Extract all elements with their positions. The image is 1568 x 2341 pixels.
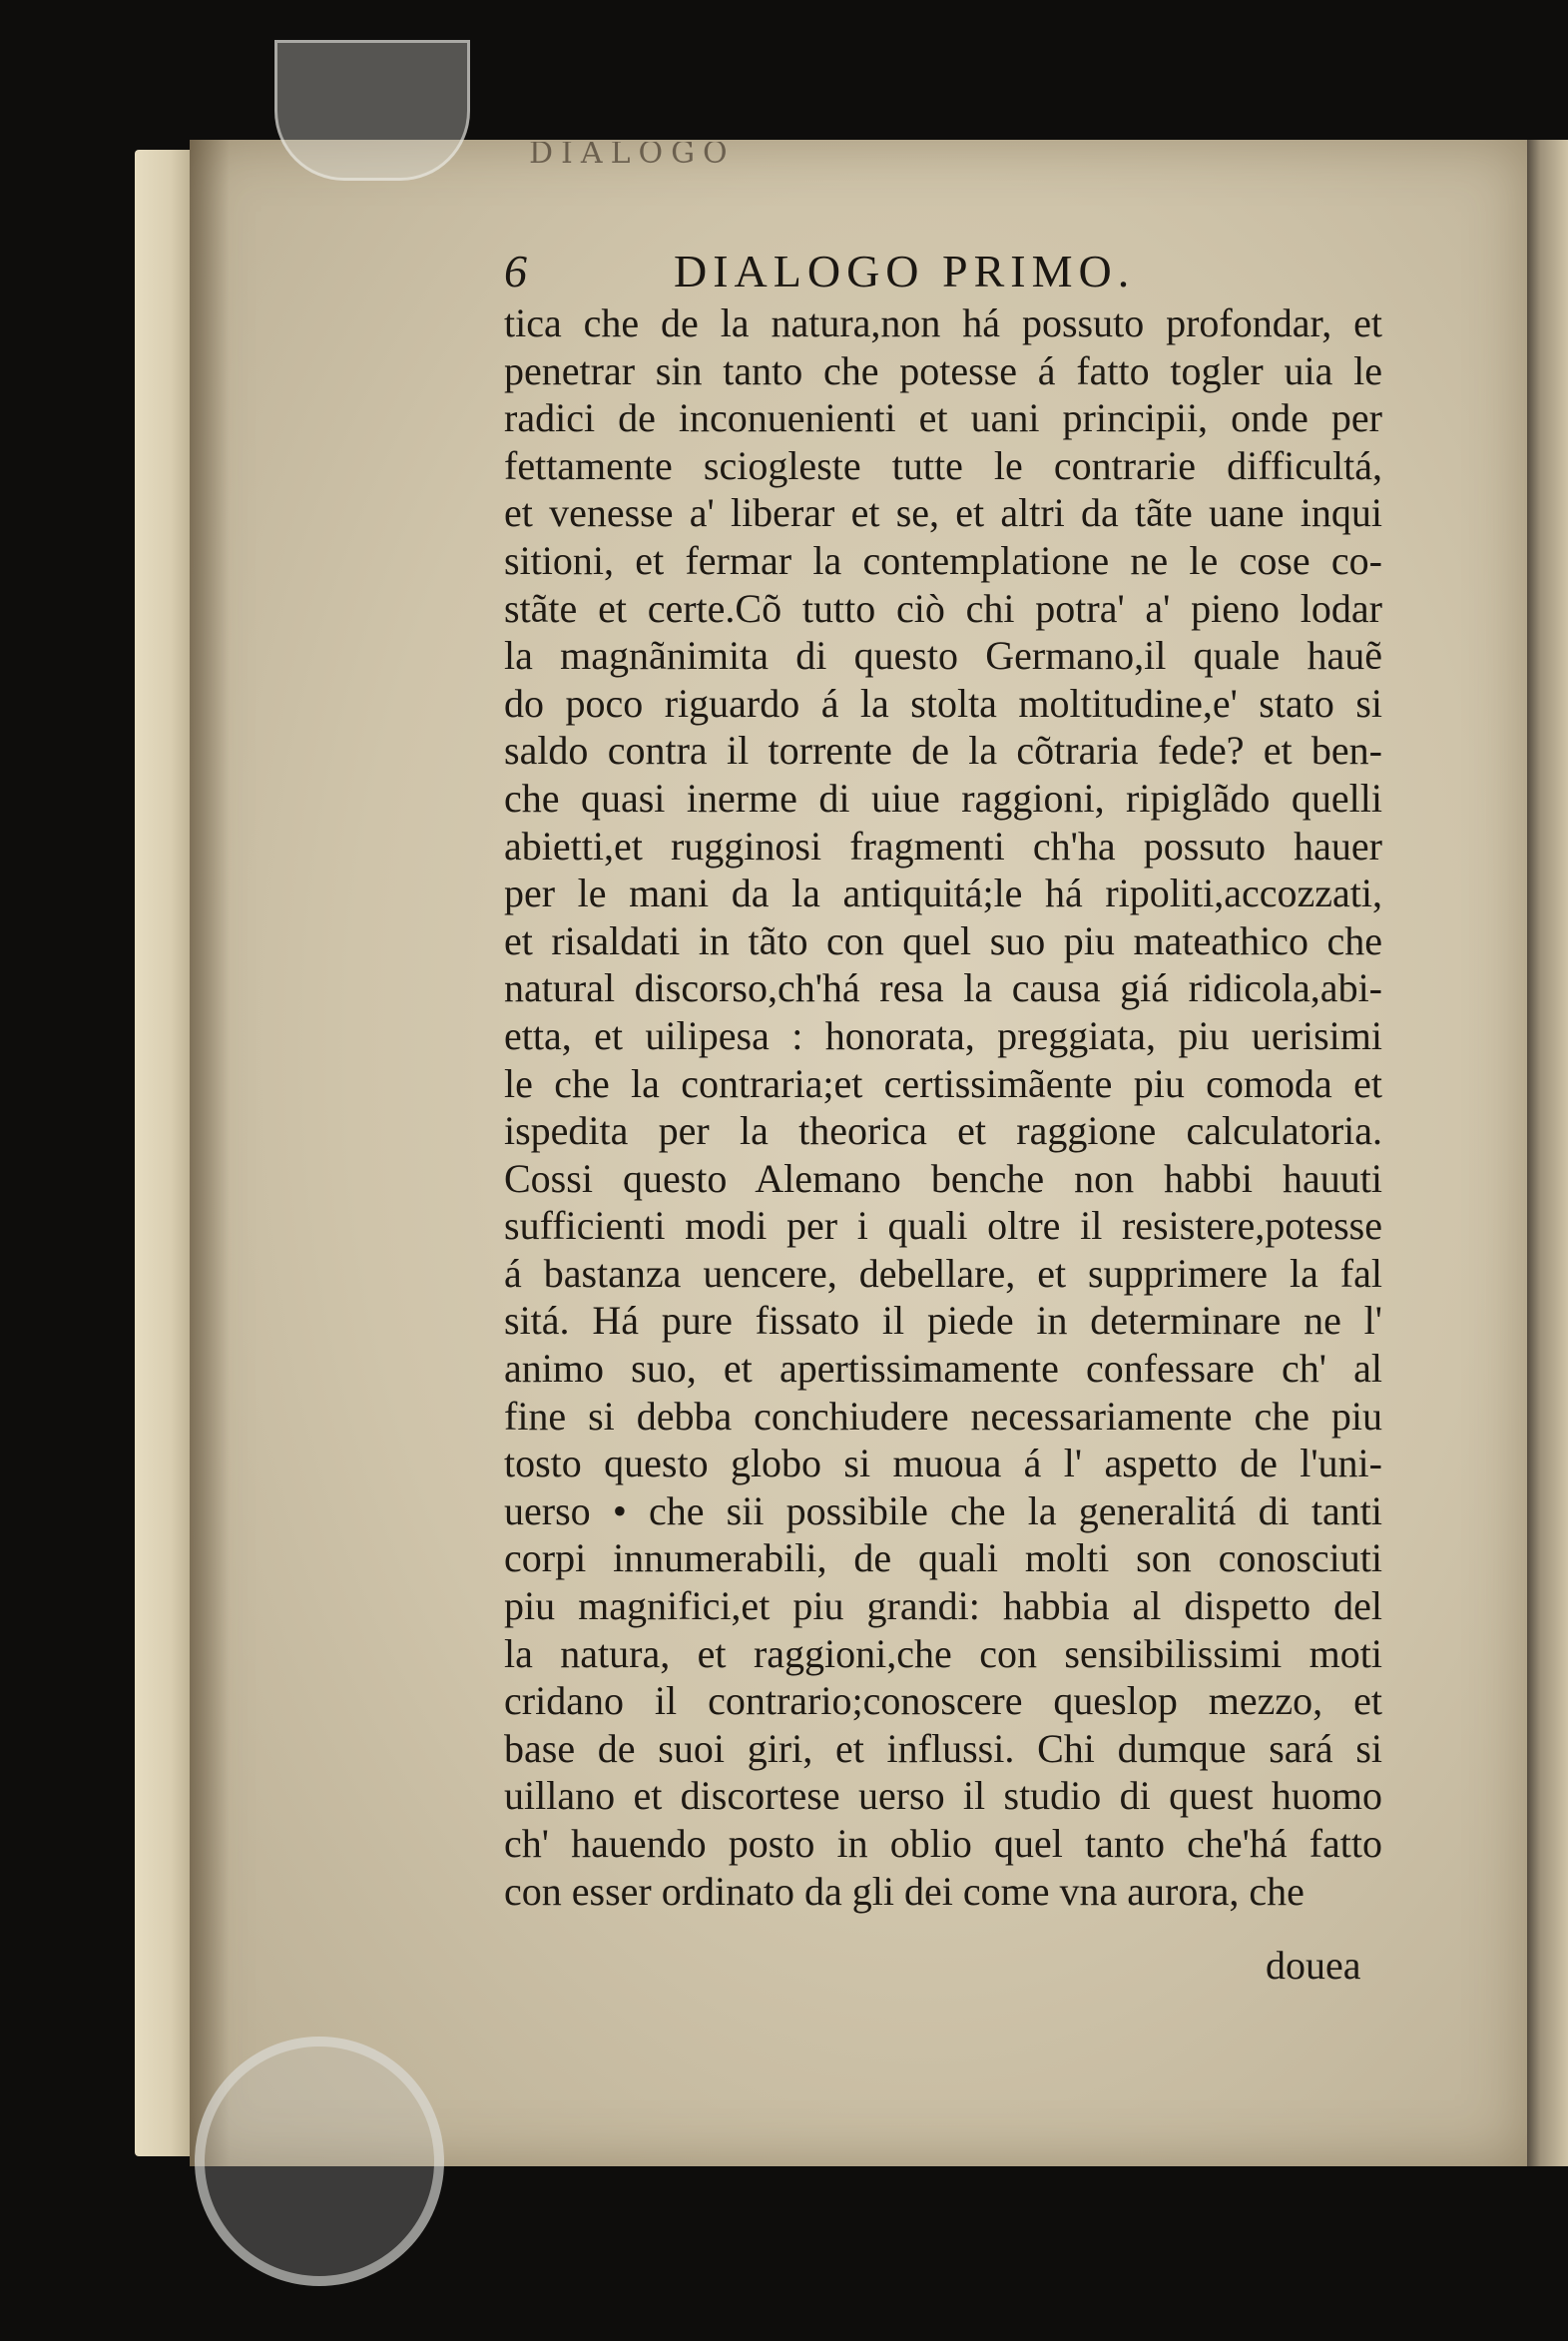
text-line: tosto questo globo si muoua á l' aspetto de l'uni- — [504, 1441, 1382, 1486]
text-line: fine si debba conchiudere necessariamente che piu — [504, 1393, 1382, 1439]
text-line: piu magnifici,et piu grandi: habbia al dispetto del — [504, 1583, 1382, 1629]
text-line: base de suoi giri, et influssi. Chi dumque sará si — [504, 1725, 1382, 1771]
body-text — [504, 299, 1382, 1915]
page-title: DIALOGO PRIMO. — [674, 246, 1136, 296]
book-edge-right — [1522, 140, 1568, 2166]
text-line: tica che de la natura,non há possuto profondar, et — [504, 300, 1382, 345]
text-line: natural discorso,ch'há resa la causa giá ridicola,abi- — [504, 965, 1382, 1011]
text-line: Cossi questo Alemano benche non habbi hauuti — [504, 1155, 1382, 1201]
text-line: la magnãnimita di questo Germano,il quale hauẽ — [504, 633, 1382, 679]
clip-top-icon — [274, 40, 470, 181]
text-line: con esser ordinato da gli dei come vna aurora, che — [504, 1868, 1305, 1914]
book-edge-left — [135, 150, 195, 2156]
text-line: abietti,et rugginosi fragmenti ch'ha possuto hauer — [504, 823, 1382, 869]
text-line: che quasi inerme di uiue raggioni, ripiglãdo quelli — [504, 775, 1382, 821]
text-line: corpi innumerabili, de quali molti son conosciuti — [504, 1535, 1382, 1581]
text-line: saldo contra il torrente de la cõtraria fede? et ben- — [504, 728, 1382, 774]
text-line: etta, et uilipesa : honorata, preggiata, piu uerisimi — [504, 1012, 1382, 1058]
bleed-through-text: DIALOGO — [529, 142, 736, 166]
text-line: radici de inconuenienti et uani principii, onde per — [504, 395, 1382, 441]
text-line: la natura, et raggioni,che con sensibilissimi moti — [504, 1630, 1382, 1676]
text-line: sitioni, et fermar la contemplatione ne le cose co- — [504, 537, 1382, 583]
text-line: animo suo, et apertissimamente confessare ch' al — [504, 1346, 1382, 1392]
text-line: fettamente sciogleste tutte le contrarie difficultá, — [504, 442, 1382, 488]
text-line: cridano il contrario;conoscere queslop mezzo, et — [504, 1678, 1382, 1724]
text-line: per le mani da la antiquitá;le há ripoliti,accozzati, — [504, 871, 1382, 916]
catchword: douea — [1266, 1943, 1361, 1988]
text-line: do poco riguardo á la stolta moltitudine,e' stato si — [504, 680, 1382, 726]
text-line: ispedita per la theorica et raggione calculatoria. — [504, 1108, 1382, 1154]
clip-bottom-icon — [195, 2037, 444, 2286]
text-line: et venesse a' liberar et se, et altri da tãte uane inqui — [504, 490, 1382, 536]
text-line: á bastanza uencere, debellare, et supprimere la fal — [504, 1250, 1382, 1296]
text-line: penetrar sin tanto che potesse á fatto togler uia le — [504, 347, 1382, 393]
page-number: 6 — [504, 246, 533, 296]
text-line: sufficienti modi per i quali oltre il resistere,potesse — [504, 1203, 1382, 1249]
text-line: sitá. Há pure fissato il piede in determinare ne l' — [504, 1298, 1382, 1344]
text-line: stãte et certe.Cõ tutto ciò chi potra' a' pieno lodar — [504, 585, 1382, 631]
text-line: et risaldati in tãto con quel suo piu mateathico che — [504, 917, 1382, 963]
text-line: uerso • che sii possibile che la generalitá di tanti — [504, 1487, 1382, 1533]
running-head — [504, 245, 1263, 304]
text-line: le che la contraria;et certissimãente piu comoda et — [504, 1060, 1382, 1106]
text-line: uillano et discortese uerso il studio di quest huomo — [504, 1773, 1382, 1819]
text-line: ch' hauendo posto in oblio quel tanto che'há fatto — [504, 1821, 1382, 1866]
